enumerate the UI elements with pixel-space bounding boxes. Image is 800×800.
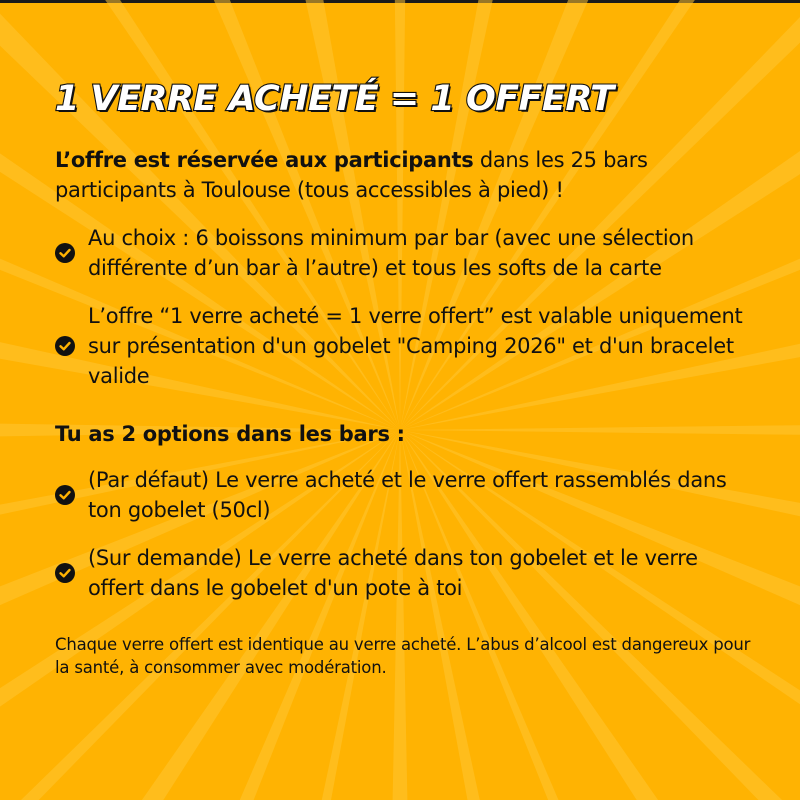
condition-text: L’offre “1 verre acheté = 1 verre offert” est valable uniquement sur présentation d'un gobelet "Camping 2026" et d'un bracelet valide bbox=[88, 304, 743, 388]
intro-rest: dans les 25 bars participants à Toulouse (tous accessibles à pied) ! bbox=[55, 148, 648, 202]
condition-item bbox=[55, 301, 755, 391]
option-item bbox=[55, 465, 755, 525]
offer-title: 1 VERRE ACHETÉ = 1 OFFERT bbox=[55, 79, 614, 119]
intro-bold: L’offre est réservée aux participants bbox=[55, 148, 474, 172]
check-circle-icon bbox=[55, 336, 75, 356]
option-item bbox=[55, 543, 755, 603]
option-text: (Par défaut) Le verre acheté et le verre offert rassemblés dans ton gobelet (50cl) bbox=[88, 468, 727, 522]
option-text: (Sur demande) Le verre acheté dans ton gobelet et le verre offert dans le gobelet d'un pote à toi bbox=[88, 546, 698, 600]
check-circle-icon bbox=[55, 563, 75, 583]
options-list bbox=[55, 465, 755, 603]
content bbox=[55, 78, 755, 679]
check-circle-icon bbox=[55, 243, 75, 263]
disclaimer: Chaque verre offert est identique au verre acheté. L’abus d’alcool est dangereux pour la santé, à consommer avec modération. bbox=[55, 635, 751, 677]
check-circle-icon bbox=[55, 485, 75, 505]
condition-item bbox=[55, 223, 755, 283]
conditions-list bbox=[55, 223, 755, 391]
options-heading: Tu as 2 options dans les bars : bbox=[55, 422, 405, 446]
condition-text: Au choix : 6 boissons minimum par bar (avec une sélection différente d’un bar à l’autre) et tous les softs de la carte bbox=[88, 226, 694, 280]
intro-paragraph bbox=[55, 145, 755, 205]
